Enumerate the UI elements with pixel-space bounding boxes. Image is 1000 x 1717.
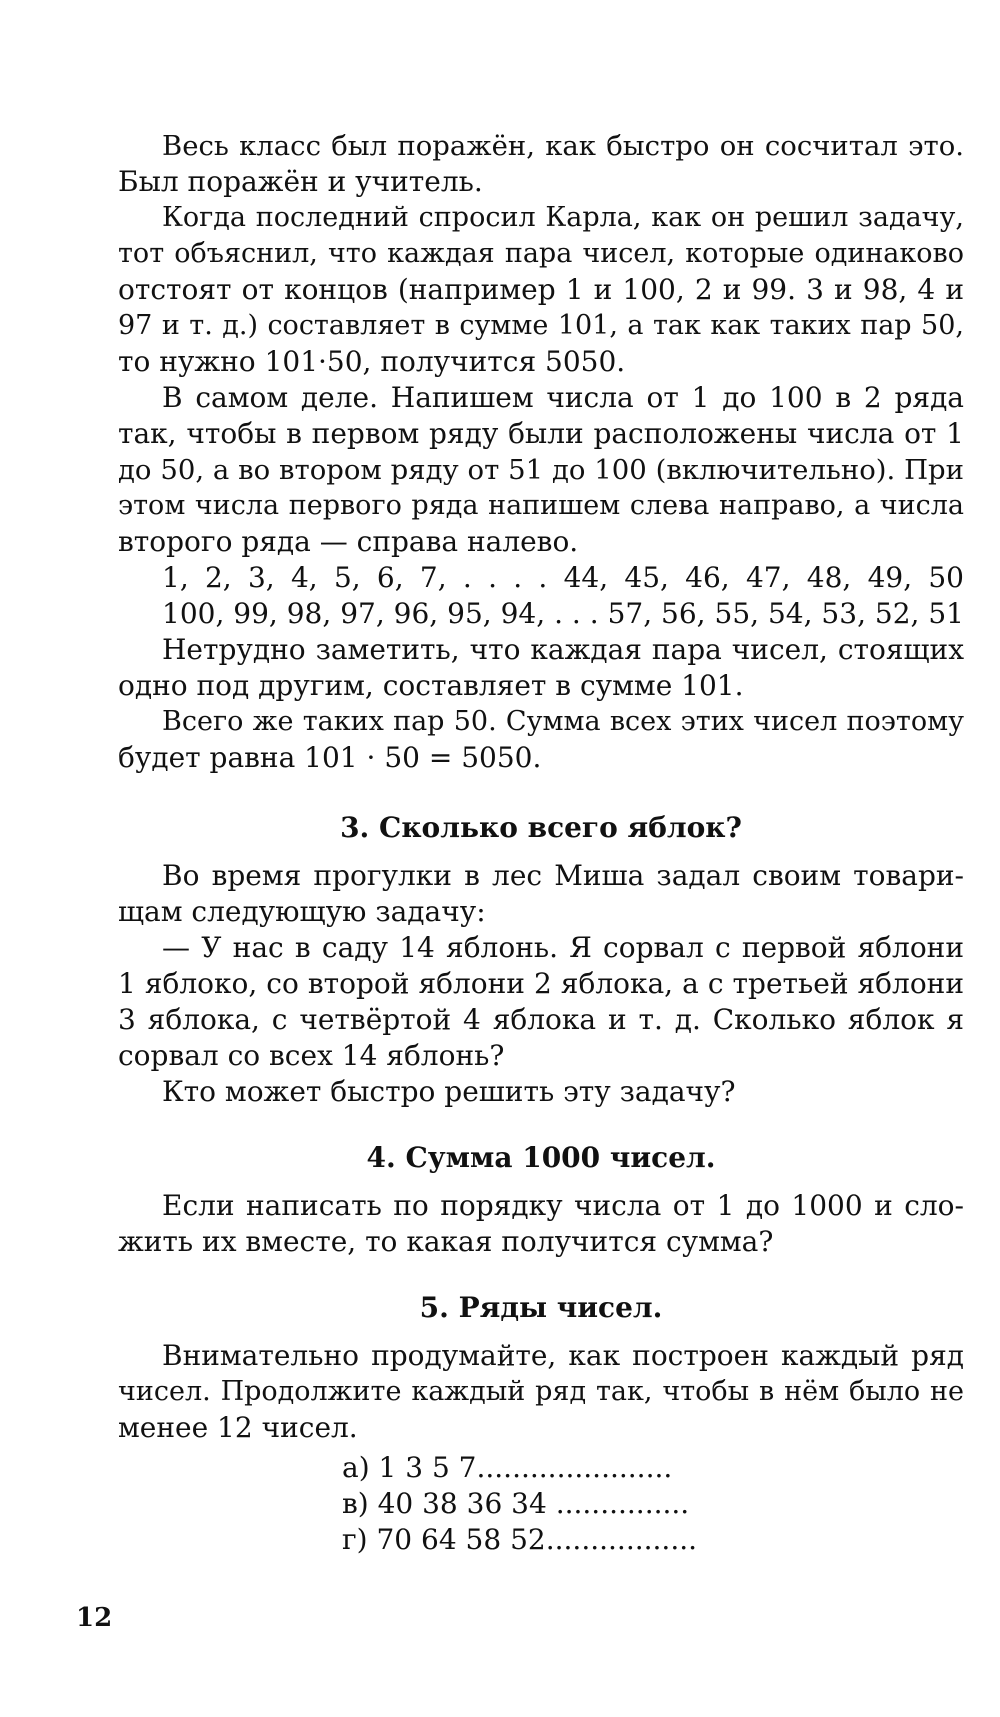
text-line: Когда последний спросил Карла, как он решил задачу, bbox=[162, 202, 964, 233]
text-line: чисел. Продолжите каждый ряд так, чтобы в нём было не bbox=[118, 1376, 964, 1407]
text-line: щам следующую задачу: bbox=[118, 895, 486, 928]
text-line: то нужно 101·50, получится 5050. bbox=[118, 345, 626, 378]
text-line: Внимательно продумайте, как построен каждый ряд bbox=[162, 1339, 964, 1372]
text-line: сорвал со всех 14 яблонь? bbox=[118, 1039, 505, 1072]
text-line: Кто может быстро решить эту задачу? bbox=[162, 1075, 736, 1108]
text-line: 3 яблока, с четвёртой 4 яблока и т. д. Сколько яблок я bbox=[118, 1003, 964, 1036]
sequence-a: а) 1 3 5 7...................... bbox=[342, 1451, 673, 1484]
text-line: — У нас в саду 14 яблонь. Я сорвал с первой яблони bbox=[162, 931, 964, 964]
number-row-2: 100, 99, 98, 97, 96, 95, 94, . . . 57, 56, 55, 54, 53, 52, 51 bbox=[162, 597, 964, 630]
text-line: второго ряда — справа налево. bbox=[118, 525, 579, 558]
text-line: Если написать по порядку числа от 1 до 1000 и сло- bbox=[162, 1189, 964, 1222]
text-line: жить их вместе, то какая получится сумма? bbox=[118, 1225, 774, 1258]
text-line: В самом деле. Напишем числа от 1 до 100 в 2 ряда bbox=[162, 381, 964, 414]
text-line: Во время прогулки в лес Миша задал своим товари- bbox=[162, 859, 964, 892]
text-line: до 50, а во втором ряду от 51 до 100 (включительно). При bbox=[118, 454, 964, 486]
text-line: отстоят от концов (например 1 и 100, 2 и 99. 3 и 98, 4 и bbox=[118, 273, 964, 306]
text-line: тот объяснил, что каждая пара чисел, которые одинаково bbox=[118, 238, 964, 269]
sequence-g: г) 70 64 58 52................. bbox=[342, 1523, 698, 1556]
text-line: будет равна 101 · 50 = 5050. bbox=[118, 741, 542, 774]
text-line: Был поражён и учитель. bbox=[118, 165, 483, 198]
number-row-1: 1, 2, 3, 4, 5, 6, 7, . . . . 44, 45, 46, 47, 48, 49, 50 bbox=[162, 561, 964, 594]
text-line: менее 12 чисел. bbox=[118, 1411, 358, 1444]
sequence-v: в) 40 38 36 34 ............... bbox=[342, 1487, 690, 1520]
text-line: Нетрудно заметить, что каждая пара чисел, стоящих bbox=[162, 633, 964, 666]
section-4-title: 4. Сумма 1000 чисел. bbox=[366, 1141, 716, 1174]
text-line: этом числа первого ряда напишем слева направо, а числа bbox=[118, 490, 964, 521]
section-5-title: 5. Ряды чисел. bbox=[419, 1291, 663, 1324]
section-3-title: 3. Сколько всего яблок? bbox=[340, 811, 742, 844]
page-number: 12 bbox=[76, 1603, 113, 1633]
text-line: так, чтобы в первом ряду были расположены числа от 1 bbox=[118, 417, 964, 450]
text-line: одно под другим, составляет в сумме 101. bbox=[118, 669, 744, 702]
text-line: 97 и т. д.) составляет в сумме 101, а так как таких пар 50, bbox=[118, 310, 964, 341]
text-line: 1 яблоко, со второй яблони 2 яблока, а с третьей яблони bbox=[118, 967, 964, 1000]
text-line: Весь класс был поражён, как быстро он сосчитал это. bbox=[162, 130, 964, 162]
text-line: Всего же таких пар 50. Сумма всех этих чисел поэтому bbox=[162, 706, 964, 737]
